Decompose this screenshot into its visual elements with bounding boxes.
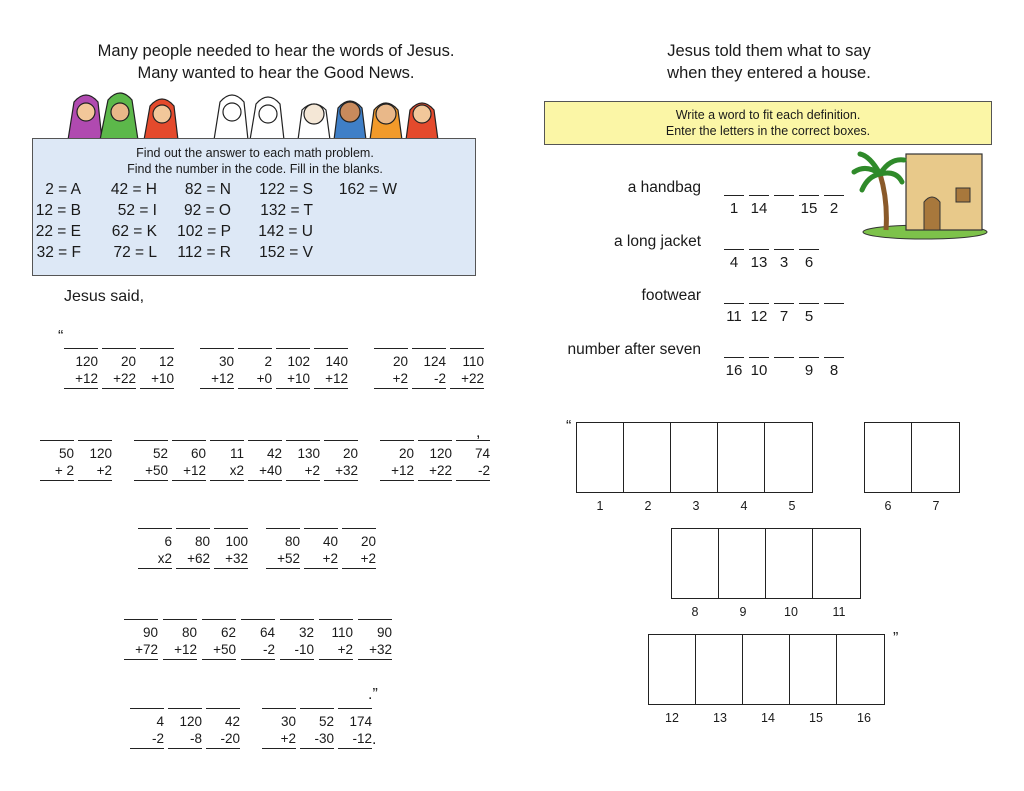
- problem-operand: 102: [287, 354, 310, 369]
- problem-operator: -12: [338, 730, 372, 749]
- answer-blank[interactable]: [374, 338, 408, 349]
- math-problem: [314, 338, 348, 389]
- answer-close-quote: ”: [893, 630, 899, 647]
- problem-operand: 120: [429, 446, 452, 461]
- definition-letter-slot[interactable]: [774, 249, 794, 271]
- problem-operand: 6: [164, 534, 172, 549]
- problem-operand: 120: [75, 354, 98, 369]
- box-number: 5: [788, 499, 796, 513]
- definition-letter-slot[interactable]: [799, 303, 819, 325]
- math-problem: [304, 518, 338, 569]
- box-number: 4: [740, 499, 748, 513]
- problem-operand: 20: [392, 354, 408, 369]
- problem-operand: 74: [474, 446, 490, 461]
- left-title-line1: Many people needed to hear the words of Jesus.: [97, 42, 455, 60]
- box-number: 16: [857, 711, 871, 725]
- problem-operator: -30: [300, 730, 334, 749]
- answer-blank[interactable]: [304, 518, 338, 529]
- math-problem: [248, 430, 282, 481]
- answer-blank[interactable]: [64, 338, 98, 349]
- code-entry: 122 = S: [259, 181, 313, 198]
- code-entry: 12 = B: [35, 202, 81, 219]
- code-instruction-line1: Find out the answer to each math problem.: [136, 146, 374, 160]
- problem-operand: 4: [156, 714, 164, 729]
- answer-blank[interactable]: [380, 430, 414, 441]
- problem-operator: +12: [64, 370, 98, 389]
- problem-operand: 120: [179, 714, 202, 729]
- letter-box[interactable]: [718, 423, 765, 492]
- definition-letter-slot[interactable]: [724, 249, 744, 271]
- problem-operand: 52: [318, 714, 334, 729]
- answer-blank[interactable]: [338, 698, 372, 709]
- definition-letter-slot[interactable]: [799, 195, 819, 217]
- answer-blank[interactable]: [280, 609, 314, 620]
- letter-box[interactable]: [719, 529, 766, 598]
- letter-box[interactable]: [790, 635, 837, 704]
- math-problem: [280, 609, 314, 660]
- problem-operand: 50: [58, 446, 74, 461]
- problem-operator: + 2: [40, 462, 74, 481]
- code-entry: 22 = E: [35, 223, 81, 240]
- letter-box[interactable]: [765, 423, 812, 492]
- problem-operand: 80: [181, 625, 197, 640]
- slot-number: 4: [729, 254, 739, 271]
- slot-number: 5: [804, 308, 814, 325]
- problem-operator: +52: [266, 550, 300, 569]
- code-instruction-line2: Find the number in the code. Fill in the blanks.: [127, 162, 383, 176]
- answer-blank[interactable]: [200, 338, 234, 349]
- letter-box[interactable]: [696, 635, 743, 704]
- problem-operator: +0: [238, 370, 272, 389]
- box-number: 7: [932, 499, 940, 513]
- definition-instruction-line2: Enter the letters in the correct boxes.: [665, 124, 871, 138]
- problem-operand: 80: [194, 534, 210, 549]
- answer-blank[interactable]: [262, 698, 296, 709]
- slot-number: 13: [750, 254, 768, 271]
- problem-operator: -8: [168, 730, 202, 749]
- problem-operator: +2: [286, 462, 320, 481]
- answer-word-boxes: [671, 528, 861, 599]
- answer-blank[interactable]: [78, 430, 112, 441]
- box-number: 10: [784, 605, 798, 619]
- definition-letter-slot[interactable]: [824, 303, 844, 308]
- letter-box[interactable]: [813, 529, 860, 598]
- code-entry: 132 = T: [260, 202, 313, 219]
- math-problem: [214, 518, 248, 569]
- problem-operator: +62: [176, 550, 210, 569]
- answer-blank[interactable]: [286, 430, 320, 441]
- box-number: 3: [692, 499, 700, 513]
- code-entry: 62 = K: [111, 223, 157, 240]
- math-problem: [78, 430, 112, 481]
- math-problem: [200, 338, 234, 389]
- math-problem: [374, 338, 408, 389]
- math-problem: [342, 518, 376, 569]
- answer-blank[interactable]: [163, 609, 197, 620]
- problem-operator: +2: [342, 550, 376, 569]
- answer-blank[interactable]: [168, 698, 202, 709]
- problem-operand: 64: [259, 625, 275, 640]
- problem-operator: -2: [456, 462, 490, 481]
- definition-letter-slot[interactable]: [774, 195, 794, 200]
- comma-mark: ,: [476, 424, 481, 441]
- problem-operand: 140: [325, 354, 348, 369]
- letter-box[interactable]: [766, 529, 813, 598]
- problem-operator: x2: [138, 550, 172, 569]
- problem-operand: 110: [462, 354, 484, 369]
- code-key-box: [32, 138, 476, 276]
- problem-operator: -2: [130, 730, 164, 749]
- answer-blank[interactable]: [206, 698, 240, 709]
- problem-operand: 174: [349, 714, 372, 729]
- definition-label: number after seven: [567, 341, 701, 358]
- right-title: [536, 40, 1002, 84]
- problem-operand: 90: [376, 625, 392, 640]
- problem-operator: +40: [248, 462, 282, 481]
- definition-letter-slot[interactable]: [749, 249, 769, 271]
- left-title: [40, 40, 512, 84]
- problem-operator: +50: [134, 462, 168, 481]
- problem-operator: -20: [206, 730, 240, 749]
- math-problem: [140, 338, 174, 389]
- problem-operator: +22: [450, 370, 484, 389]
- problem-operator: +12: [163, 641, 197, 660]
- letter-box[interactable]: [671, 423, 718, 492]
- right-title-line2: when they entered a house.: [667, 64, 871, 82]
- answer-blank[interactable]: [202, 609, 236, 620]
- math-problem: [286, 430, 320, 481]
- answer-blank[interactable]: [342, 518, 376, 529]
- box-number: 11: [832, 605, 846, 619]
- close-quote: .”: [368, 686, 378, 703]
- problem-operand: 124: [423, 354, 446, 369]
- house-illustration: [850, 150, 990, 240]
- right-title-line1: Jesus told them what to say: [667, 42, 871, 60]
- math-problem: [238, 338, 272, 389]
- math-problem: [324, 430, 358, 481]
- definition-letter-slot[interactable]: [824, 195, 844, 217]
- code-entry: 92 = O: [184, 202, 231, 219]
- math-problem: [138, 518, 172, 569]
- problem-operand: 20: [398, 446, 414, 461]
- definition-instruction-line1: Write a word to fit each definition.: [675, 108, 861, 122]
- math-problem: [102, 338, 136, 389]
- box-number: 15: [809, 711, 823, 725]
- problem-operator: +72: [124, 641, 158, 660]
- definition-letter-slot[interactable]: [824, 357, 844, 379]
- code-entry: 72 = L: [113, 244, 157, 261]
- box-number: 12: [665, 711, 679, 725]
- letter-box[interactable]: [649, 635, 696, 704]
- code-entry: 142 = U: [258, 223, 313, 240]
- definition-instructions-box: [544, 101, 992, 145]
- problem-operand: 42: [224, 714, 240, 729]
- crowd-illustration: [64, 88, 454, 140]
- math-problem: [134, 430, 168, 481]
- math-problem: [450, 338, 484, 389]
- answer-blank[interactable]: [134, 430, 168, 441]
- left-title-line2: Many wanted to hear the Good News.: [137, 64, 415, 82]
- code-instructions: [33, 145, 477, 177]
- problem-operand: 52: [152, 446, 168, 461]
- box-number: 2: [644, 499, 652, 513]
- answer-blank[interactable]: [248, 430, 282, 441]
- box-number: 14: [761, 711, 775, 725]
- answer-blank[interactable]: [124, 609, 158, 620]
- problem-operator: +12: [314, 370, 348, 389]
- slot-number: 6: [804, 254, 814, 271]
- letter-box[interactable]: [912, 423, 959, 492]
- definition-letter-slot[interactable]: [724, 303, 744, 325]
- math-problem: [418, 430, 452, 481]
- problem-operator: +12: [172, 462, 206, 481]
- math-problem: [412, 338, 446, 389]
- slot-number: 1: [729, 200, 739, 217]
- code-entry: 82 = N: [184, 181, 231, 198]
- answer-blank[interactable]: [324, 430, 358, 441]
- math-problem: [124, 609, 158, 660]
- problem-operand: 60: [190, 446, 206, 461]
- definition-letter-slot[interactable]: [749, 357, 769, 379]
- answer-blank[interactable]: [210, 430, 244, 441]
- code-entry: 112 = R: [177, 244, 231, 261]
- slot-number: 8: [829, 362, 839, 379]
- final-period: .: [372, 731, 377, 748]
- open-quote: “: [58, 328, 64, 345]
- definition-label: a long jacket: [613, 233, 701, 250]
- problem-operand: 2: [264, 354, 272, 369]
- answer-word-boxes: [648, 634, 885, 705]
- problem-operator: +2: [78, 462, 112, 481]
- box-number: 8: [691, 605, 699, 619]
- problem-operand: 30: [218, 354, 234, 369]
- problem-operand: 90: [142, 625, 158, 640]
- problem-operand: 30: [280, 714, 296, 729]
- problem-operator: +2: [262, 730, 296, 749]
- answer-blank[interactable]: [238, 338, 272, 349]
- math-problem: [266, 518, 300, 569]
- problem-operator: +12: [380, 462, 414, 481]
- answer-open-quote: “: [566, 418, 572, 435]
- code-entry: 152 = V: [259, 244, 313, 261]
- slot-number: 2: [829, 200, 839, 217]
- problem-operator: x2: [210, 462, 244, 481]
- code-entry: 162 = W: [338, 181, 397, 198]
- code-entry: 32 = F: [36, 244, 81, 261]
- definition-letter-slot[interactable]: [724, 357, 744, 379]
- answer-blank[interactable]: [450, 338, 484, 349]
- letter-box[interactable]: [577, 423, 624, 492]
- problem-operand: 40: [322, 534, 338, 549]
- math-problem: [210, 430, 244, 481]
- answer-blank[interactable]: [140, 338, 174, 349]
- code-entry: 2 = A: [45, 181, 81, 198]
- problem-operand: 12: [158, 354, 174, 369]
- answer-blank[interactable]: [276, 338, 310, 349]
- math-problem: [241, 609, 275, 660]
- problem-operator: -2: [241, 641, 275, 660]
- definition-letter-slot[interactable]: [774, 303, 794, 325]
- math-problem: [338, 698, 372, 749]
- problem-operator: +2: [319, 641, 353, 660]
- answer-blank[interactable]: [130, 698, 164, 709]
- answer-blank[interactable]: [172, 430, 206, 441]
- definition-letter-slot[interactable]: [774, 357, 794, 362]
- problem-operand: 80: [284, 534, 300, 549]
- definition-letter-slot[interactable]: [724, 195, 744, 217]
- answer-blank[interactable]: [176, 518, 210, 529]
- answer-blank[interactable]: [266, 518, 300, 529]
- answer-blank[interactable]: [314, 338, 348, 349]
- problem-operand: 20: [360, 534, 376, 549]
- code-entry: 102 = P: [177, 223, 231, 240]
- math-problem: [130, 698, 164, 749]
- problem-operator: +32: [324, 462, 358, 481]
- problem-operator: +32: [358, 641, 392, 660]
- problem-operator: +12: [200, 370, 234, 389]
- box-number: 13: [713, 711, 727, 725]
- problem-operand: 32: [298, 625, 314, 640]
- answer-blank[interactable]: [418, 430, 452, 441]
- problem-operand: 20: [120, 354, 136, 369]
- answer-blank[interactable]: [40, 430, 74, 441]
- math-problem: [319, 609, 353, 660]
- problem-operand: 120: [89, 446, 112, 461]
- math-problem: [380, 430, 414, 481]
- slot-number: 12: [750, 308, 768, 325]
- math-problem: [300, 698, 334, 749]
- problem-operand: 110: [331, 625, 353, 640]
- problem-operator: +2: [374, 370, 408, 389]
- slot-number: 14: [750, 200, 768, 217]
- math-problem: [202, 609, 236, 660]
- problem-operator: +2: [304, 550, 338, 569]
- math-problem: [172, 430, 206, 481]
- problem-operand: 11: [229, 446, 244, 461]
- problem-operator: -2: [412, 370, 446, 389]
- math-problem: [358, 609, 392, 660]
- definition-letter-slot[interactable]: [749, 195, 769, 217]
- box-number: 6: [884, 499, 892, 513]
- problem-operator: +50: [202, 641, 236, 660]
- answer-blank[interactable]: [358, 609, 392, 620]
- answer-blank[interactable]: [102, 338, 136, 349]
- letter-box[interactable]: [743, 635, 790, 704]
- letter-box[interactable]: [837, 635, 884, 704]
- problem-operand: 100: [225, 534, 248, 549]
- problem-operator: +22: [102, 370, 136, 389]
- answer-blank[interactable]: [214, 518, 248, 529]
- answer-blank[interactable]: [138, 518, 172, 529]
- answer-word-boxes: [864, 422, 960, 493]
- code-entry: 42 = H: [110, 181, 157, 198]
- problem-operand: 20: [342, 446, 358, 461]
- jesus-said-label: Jesus said,: [64, 288, 145, 305]
- box-number: 9: [739, 605, 747, 619]
- problem-operand: 42: [266, 446, 282, 461]
- box-number: 1: [596, 499, 604, 513]
- definition-letter-slot[interactable]: [749, 303, 769, 325]
- math-problem: [206, 698, 240, 749]
- problem-operator: +10: [140, 370, 174, 389]
- letter-box[interactable]: [865, 423, 912, 492]
- code-entry: 52 = I: [117, 202, 157, 219]
- slot-number: 16: [725, 362, 743, 379]
- answer-blank[interactable]: [241, 609, 275, 620]
- answer-blank[interactable]: [456, 430, 490, 441]
- answer-blank[interactable]: [412, 338, 446, 349]
- problem-operand: 130: [297, 446, 320, 461]
- math-problem: [456, 430, 490, 481]
- slot-number: 15: [800, 200, 818, 217]
- definition-letter-slot[interactable]: [799, 357, 819, 379]
- letter-box[interactable]: [672, 529, 719, 598]
- problem-operator: -10: [280, 641, 314, 660]
- math-problem: [276, 338, 310, 389]
- definition-label: footwear: [641, 287, 701, 304]
- slot-number: 9: [804, 362, 814, 379]
- math-problem: [64, 338, 98, 389]
- math-problem: [40, 430, 74, 481]
- slot-number: 3: [779, 254, 789, 271]
- answer-blank[interactable]: [300, 698, 334, 709]
- definition-label: a handbag: [627, 179, 701, 196]
- answer-word-boxes: [576, 422, 813, 493]
- math-problem: [168, 698, 202, 749]
- slot-number: 10: [750, 362, 768, 379]
- definition-letter-slot[interactable]: [799, 249, 819, 271]
- problem-operand: 62: [220, 625, 236, 640]
- problem-operator: +10: [276, 370, 310, 389]
- math-problem: [163, 609, 197, 660]
- slot-number: 7: [779, 308, 789, 325]
- letter-box[interactable]: [624, 423, 671, 492]
- problem-operator: +22: [418, 462, 452, 481]
- slot-number: 11: [726, 308, 742, 325]
- math-problem: [176, 518, 210, 569]
- answer-blank[interactable]: [319, 609, 353, 620]
- math-problem: [262, 698, 296, 749]
- problem-operator: +32: [214, 550, 248, 569]
